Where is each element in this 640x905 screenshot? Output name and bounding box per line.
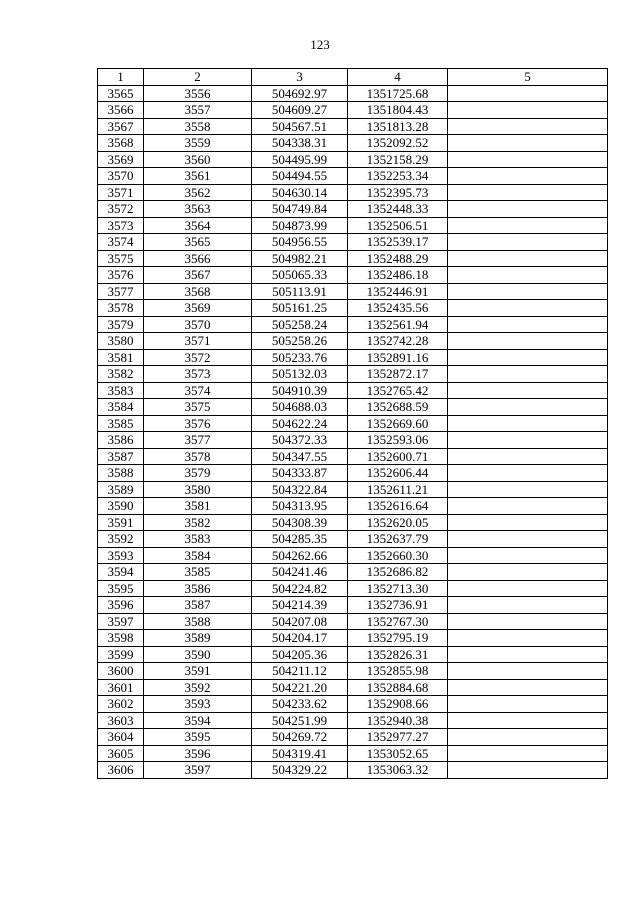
table-cell: 3595 — [98, 580, 144, 597]
table-cell: 3606 — [98, 762, 144, 779]
table-cell: 504692.97 — [252, 85, 348, 102]
table-cell: 1352616.64 — [348, 498, 448, 515]
table-cell: 3571 — [144, 333, 252, 350]
table-cell: 1352611.21 — [348, 481, 448, 498]
table-cell: 1352158.29 — [348, 151, 448, 168]
table-cell: 3580 — [144, 481, 252, 498]
table-row — [98, 300, 608, 317]
table-row — [98, 712, 608, 729]
table-cell — [448, 663, 608, 680]
table-row — [98, 234, 608, 251]
table-cell: 3578 — [144, 448, 252, 465]
table-cell: 504347.55 — [252, 448, 348, 465]
table-cell: 3580 — [98, 333, 144, 350]
table-cell: 3557 — [144, 102, 252, 119]
table-row — [98, 432, 608, 449]
table-cell: 3596 — [144, 745, 252, 762]
table-cell: 1351813.28 — [348, 118, 448, 135]
table-cell: 1352826.31 — [348, 646, 448, 663]
table-row — [98, 316, 608, 333]
table-cell: 3586 — [98, 432, 144, 449]
table-cell — [448, 267, 608, 284]
table-cell — [448, 399, 608, 416]
table-cell — [448, 382, 608, 399]
table-cell: 3571 — [98, 184, 144, 201]
table-row — [98, 745, 608, 762]
table-cell: 505065.33 — [252, 267, 348, 284]
table-cell: 3575 — [144, 399, 252, 416]
table-cell: 1352539.17 — [348, 234, 448, 251]
table-cell — [448, 613, 608, 630]
table-cell — [448, 85, 608, 102]
table-cell: 1352872.17 — [348, 366, 448, 383]
table-cell: 3582 — [144, 514, 252, 531]
table-cell: 3575 — [98, 250, 144, 267]
table-cell: 504204.17 — [252, 630, 348, 647]
table-cell: 3572 — [98, 201, 144, 218]
table-cell: 504630.14 — [252, 184, 348, 201]
table-row — [98, 102, 608, 119]
table-cell: 1352395.73 — [348, 184, 448, 201]
table-row — [98, 481, 608, 498]
table-cell: 1352908.66 — [348, 696, 448, 713]
table-cell: 1352253.34 — [348, 168, 448, 185]
table-row — [98, 630, 608, 647]
table-cell: 3594 — [144, 712, 252, 729]
table-row — [98, 762, 608, 779]
table-cell: 504333.87 — [252, 465, 348, 482]
table-cell: 504609.27 — [252, 102, 348, 119]
table-cell: 3576 — [144, 415, 252, 432]
table-cell: 3589 — [98, 481, 144, 498]
table-row — [98, 366, 608, 383]
table-cell: 3573 — [144, 366, 252, 383]
table-cell: 3586 — [144, 580, 252, 597]
coordinates-table — [97, 68, 608, 779]
table-cell: 1352488.29 — [348, 250, 448, 267]
table-cell: 3581 — [144, 498, 252, 515]
table-cell: 3565 — [144, 234, 252, 251]
table-cell: 3593 — [144, 696, 252, 713]
table-cell: 1353052.65 — [348, 745, 448, 762]
table-cell: 3582 — [98, 366, 144, 383]
table-cell: 504910.39 — [252, 382, 348, 399]
table-cell: 504214.39 — [252, 597, 348, 614]
table-cell: 1352620.05 — [348, 514, 448, 531]
table-row — [98, 85, 608, 102]
table-cell: 1352686.82 — [348, 564, 448, 581]
table-cell: 1352092.52 — [348, 135, 448, 152]
table-cell: 3594 — [98, 564, 144, 581]
table-cell: 1351725.68 — [348, 85, 448, 102]
table-row — [98, 184, 608, 201]
table-cell: 1352795.19 — [348, 630, 448, 647]
table-cell: 1351804.43 — [348, 102, 448, 119]
table-cell: 3591 — [98, 514, 144, 531]
table-cell: 3568 — [98, 135, 144, 152]
table-row — [98, 267, 608, 284]
table-cell: 3574 — [144, 382, 252, 399]
table-cell: 505258.24 — [252, 316, 348, 333]
table-cell: 3599 — [98, 646, 144, 663]
table-cell — [448, 481, 608, 498]
table-cell: 504372.33 — [252, 432, 348, 449]
table-row — [98, 531, 608, 548]
table-row — [98, 448, 608, 465]
table-cell: 1352891.16 — [348, 349, 448, 366]
table-row — [98, 118, 608, 135]
table-row — [98, 498, 608, 515]
table-cell: 3593 — [98, 547, 144, 564]
table-cell: 3597 — [144, 762, 252, 779]
table-cell: 1352736.91 — [348, 597, 448, 614]
table-cell: 3565 — [98, 85, 144, 102]
table-cell: 3561 — [144, 168, 252, 185]
column-header: 1 — [98, 69, 144, 86]
table-cell: 3577 — [144, 432, 252, 449]
table-cell: 1352742.28 — [348, 333, 448, 350]
table-cell: 3592 — [144, 679, 252, 696]
table-cell: 3579 — [144, 465, 252, 482]
table-cell: 3574 — [98, 234, 144, 251]
table-row — [98, 250, 608, 267]
table-cell: 504285.35 — [252, 531, 348, 548]
table-cell: 504205.36 — [252, 646, 348, 663]
table-cell: 3604 — [98, 729, 144, 746]
table-cell: 1352448.33 — [348, 201, 448, 218]
table-cell: 504211.12 — [252, 663, 348, 680]
table-cell — [448, 465, 608, 482]
table-cell: 504207.08 — [252, 613, 348, 630]
table-cell: 504322.84 — [252, 481, 348, 498]
table-cell — [448, 366, 608, 383]
table-row — [98, 597, 608, 614]
table-cell: 504688.03 — [252, 399, 348, 416]
table-cell: 504233.62 — [252, 696, 348, 713]
table-cell — [448, 102, 608, 119]
table-row — [98, 514, 608, 531]
table-cell: 1352446.91 — [348, 283, 448, 300]
table-cell: 3566 — [98, 102, 144, 119]
table-cell: 3579 — [98, 316, 144, 333]
column-header: 5 — [448, 69, 608, 86]
table-row — [98, 663, 608, 680]
table-cell — [448, 630, 608, 647]
table-cell — [448, 679, 608, 696]
table-cell: 1352713.30 — [348, 580, 448, 597]
table-cell: 3601 — [98, 679, 144, 696]
table-cell: 3605 — [98, 745, 144, 762]
table-cell: 3556 — [144, 85, 252, 102]
table-row — [98, 382, 608, 399]
table-cell: 504308.39 — [252, 514, 348, 531]
table-cell: 504494.55 — [252, 168, 348, 185]
table-cell: 1352593.06 — [348, 432, 448, 449]
table-cell — [448, 564, 608, 581]
table-cell — [448, 135, 608, 152]
table-body — [98, 85, 608, 778]
table-cell: 3590 — [98, 498, 144, 515]
table-row — [98, 613, 608, 630]
table-row — [98, 201, 608, 218]
table-cell: 504567.51 — [252, 118, 348, 135]
table-cell: 1352940.38 — [348, 712, 448, 729]
table-cell: 504956.55 — [252, 234, 348, 251]
table-cell — [448, 250, 608, 267]
table-row — [98, 333, 608, 350]
table-cell — [448, 217, 608, 234]
table-cell: 504269.72 — [252, 729, 348, 746]
table-cell: 3569 — [144, 300, 252, 317]
table-cell: 3585 — [98, 415, 144, 432]
table-cell: 3588 — [144, 613, 252, 630]
table-cell: 3573 — [98, 217, 144, 234]
table-cell — [448, 333, 608, 350]
table-cell — [448, 597, 608, 614]
table-cell — [448, 547, 608, 564]
table-cell: 1352637.79 — [348, 531, 448, 548]
table-cell: 505258.26 — [252, 333, 348, 350]
column-header: 4 — [348, 69, 448, 86]
table-cell: 3590 — [144, 646, 252, 663]
table-cell: 1352660.30 — [348, 547, 448, 564]
table-cell — [448, 762, 608, 779]
table-cell: 3597 — [98, 613, 144, 630]
table-cell: 3587 — [98, 448, 144, 465]
table-row — [98, 564, 608, 581]
table-cell: 3587 — [144, 597, 252, 614]
table-cell: 3563 — [144, 201, 252, 218]
table-cell — [448, 184, 608, 201]
table-cell: 504982.21 — [252, 250, 348, 267]
table-cell: 1352600.71 — [348, 448, 448, 465]
table-cell: 504221.20 — [252, 679, 348, 696]
table-row — [98, 696, 608, 713]
table-cell: 3572 — [144, 349, 252, 366]
table-cell — [448, 729, 608, 746]
table-cell: 3559 — [144, 135, 252, 152]
table-cell: 3596 — [98, 597, 144, 614]
table-cell — [448, 118, 608, 135]
table-cell — [448, 696, 608, 713]
table-cell: 504262.66 — [252, 547, 348, 564]
table-row — [98, 217, 608, 234]
table-cell: 1352561.94 — [348, 316, 448, 333]
table-cell: 3589 — [144, 630, 252, 647]
column-header: 2 — [144, 69, 252, 86]
table-cell: 1352765.42 — [348, 382, 448, 399]
table-cell: 3577 — [98, 283, 144, 300]
table-cell: 1352855.98 — [348, 663, 448, 680]
table-cell — [448, 531, 608, 548]
table-row — [98, 399, 608, 416]
table-header-row — [98, 69, 608, 86]
table-cell: 1352506.51 — [348, 217, 448, 234]
table-cell: 3562 — [144, 184, 252, 201]
table-cell — [448, 283, 608, 300]
table-cell: 1352884.68 — [348, 679, 448, 696]
table-cell — [448, 712, 608, 729]
page-number: 123 — [310, 37, 330, 52]
table-cell: 3598 — [98, 630, 144, 647]
table-row — [98, 349, 608, 366]
table-cell: 505233.76 — [252, 349, 348, 366]
table-cell: 505161.25 — [252, 300, 348, 317]
table-cell: 1352669.60 — [348, 415, 448, 432]
table-cell: 1353063.32 — [348, 762, 448, 779]
table-cell: 3592 — [98, 531, 144, 548]
table-cell: 504319.41 — [252, 745, 348, 762]
table-cell: 3581 — [98, 349, 144, 366]
table-cell: 3570 — [144, 316, 252, 333]
table-cell: 504495.99 — [252, 151, 348, 168]
table-cell: 3564 — [144, 217, 252, 234]
table-cell: 3584 — [98, 399, 144, 416]
table-cell — [448, 234, 608, 251]
table-cell: 504224.82 — [252, 580, 348, 597]
table-cell — [448, 201, 608, 218]
table-cell — [448, 432, 608, 449]
table-cell: 3570 — [98, 168, 144, 185]
table-cell: 504749.84 — [252, 201, 348, 218]
table-cell — [448, 745, 608, 762]
table-cell: 3560 — [144, 151, 252, 168]
table-cell: 3585 — [144, 564, 252, 581]
table-cell: 504622.24 — [252, 415, 348, 432]
table-row — [98, 646, 608, 663]
table-cell: 505132.03 — [252, 366, 348, 383]
table-cell: 3584 — [144, 547, 252, 564]
table-row — [98, 729, 608, 746]
table-row — [98, 168, 608, 185]
table-cell: 3566 — [144, 250, 252, 267]
table-cell: 3583 — [98, 382, 144, 399]
table-cell: 504251.99 — [252, 712, 348, 729]
table-cell: 1352435.56 — [348, 300, 448, 317]
table-cell — [448, 300, 608, 317]
table-cell: 3602 — [98, 696, 144, 713]
table-cell: 3567 — [144, 267, 252, 284]
table-cell: 504338.31 — [252, 135, 348, 152]
table-cell: 3558 — [144, 118, 252, 135]
table-cell — [448, 415, 608, 432]
table-cell: 1352688.59 — [348, 399, 448, 416]
table-cell: 3576 — [98, 267, 144, 284]
column-header: 3 — [252, 69, 348, 86]
table-cell: 1352486.18 — [348, 267, 448, 284]
table-cell: 1352767.30 — [348, 613, 448, 630]
table-cell — [448, 498, 608, 515]
table-row — [98, 465, 608, 482]
table-cell: 504329.22 — [252, 762, 348, 779]
table-row — [98, 415, 608, 432]
table-cell: 3595 — [144, 729, 252, 746]
table-cell — [448, 646, 608, 663]
table-cell: 1352606.44 — [348, 465, 448, 482]
table-cell: 504241.46 — [252, 564, 348, 581]
table-cell: 3603 — [98, 712, 144, 729]
table-cell — [448, 151, 608, 168]
table-row — [98, 151, 608, 168]
table-cell — [448, 168, 608, 185]
table-cell — [448, 514, 608, 531]
table-cell: 3569 — [98, 151, 144, 168]
table-cell — [448, 349, 608, 366]
table-row — [98, 135, 608, 152]
table-row — [98, 580, 608, 597]
table-cell: 3578 — [98, 300, 144, 317]
table-cell: 3588 — [98, 465, 144, 482]
table-row — [98, 547, 608, 564]
table-cell — [448, 448, 608, 465]
table-row — [98, 679, 608, 696]
table-cell — [448, 316, 608, 333]
table-cell: 1352977.27 — [348, 729, 448, 746]
table-cell — [448, 580, 608, 597]
table-cell: 504313.95 — [252, 498, 348, 515]
table-cell: 504873.99 — [252, 217, 348, 234]
table-cell: 505113.91 — [252, 283, 348, 300]
table-cell: 3600 — [98, 663, 144, 680]
table-cell: 3567 — [98, 118, 144, 135]
table-cell: 3583 — [144, 531, 252, 548]
table-cell: 3591 — [144, 663, 252, 680]
table-row — [98, 283, 608, 300]
table-cell: 3568 — [144, 283, 252, 300]
